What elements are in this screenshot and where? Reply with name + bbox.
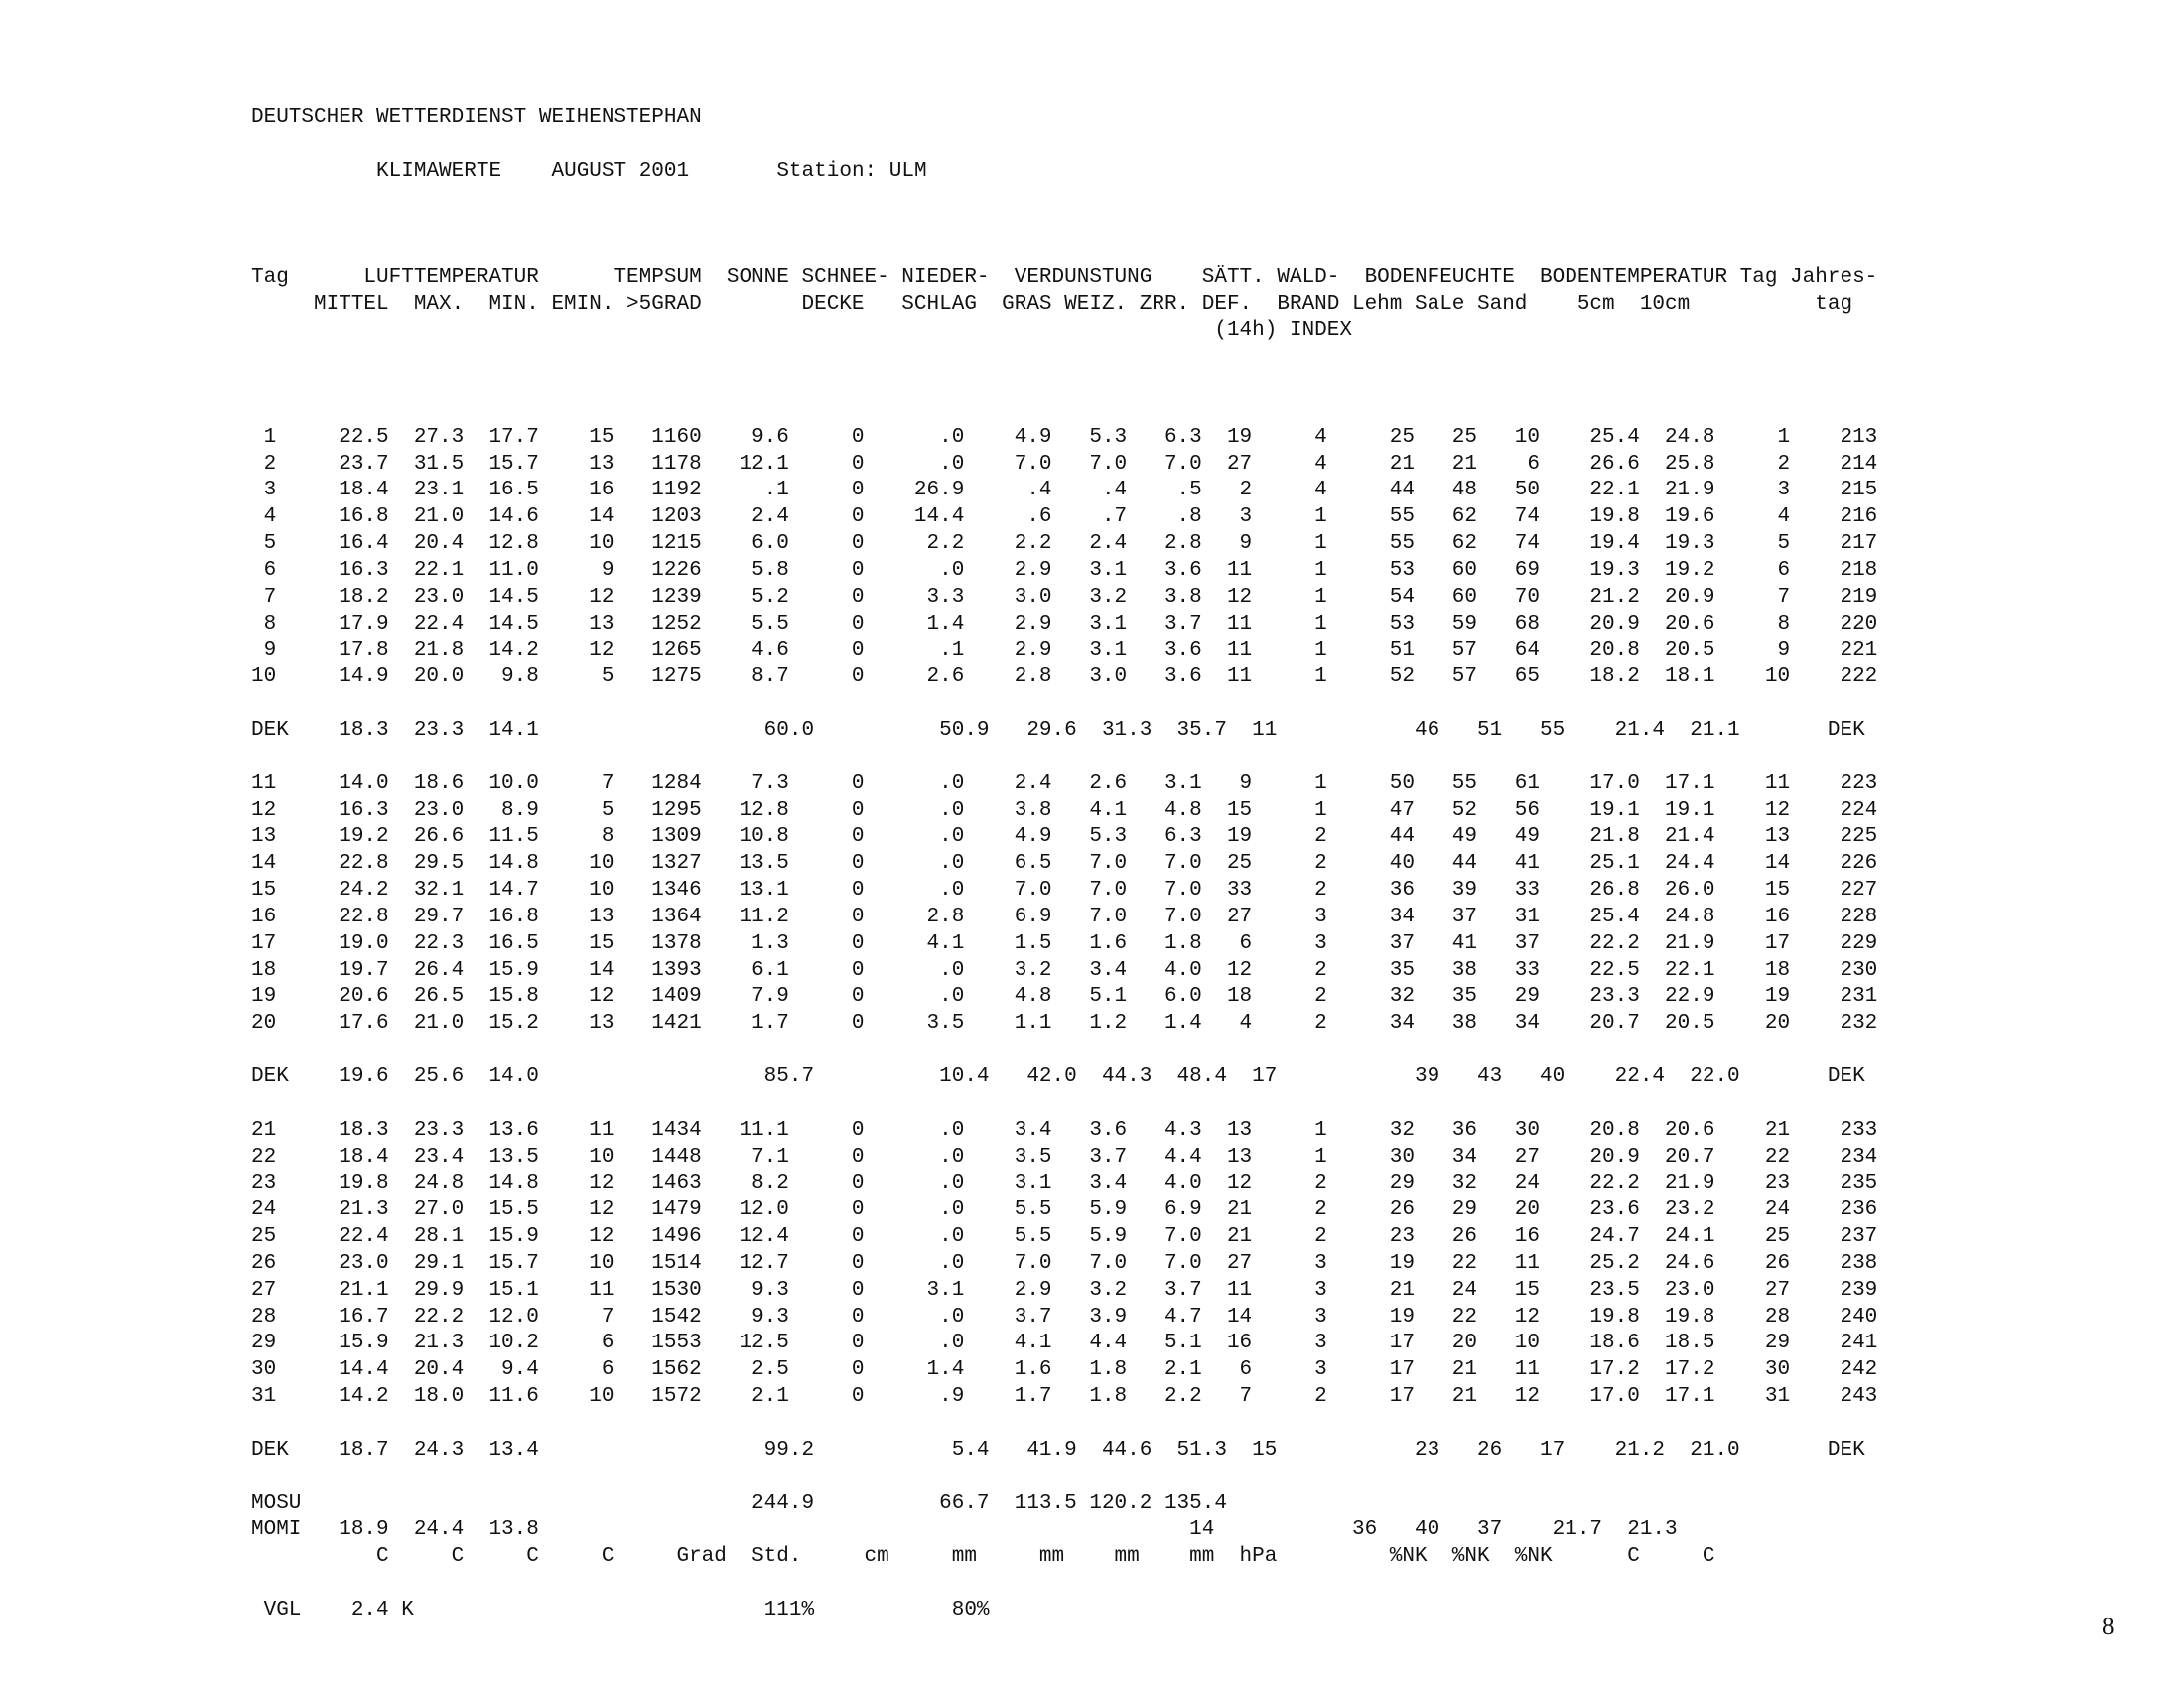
table-row — [251, 745, 1877, 772]
table-row — [251, 691, 1877, 718]
table-row: 19 20.6 26.5 15.8 12 1409 7.9 0 .0 4.8 5.1 6.0 18 2 32 35 29 23.3 22.9 19 231 — [251, 985, 1878, 1009]
table-header — [251, 265, 1877, 346]
table-row: DEK 18.3 23.3 14.1 60.0 50.9 29.6 31.3 35.7 11 46 51 55 21.4 21.1 DEK — [251, 719, 1865, 743]
table-row: 7 18.2 23.0 14.5 12 1239 5.2 0 3.3 3.0 3.2 3.8 12 1 54 60 70 21.2 20.9 7 219 — [251, 585, 1878, 609]
report-label: KLIMAWERTE — [376, 160, 502, 183]
table-row: 6 16.3 22.1 11.0 9 1226 5.8 0 .0 2.9 3.1 3.6 11 1 53 60 69 19.3 19.2 6 218 — [251, 558, 1878, 582]
table-header-line: Tag LUFTTEMPERATUR TEMPSUM SONNE SCHNEE- NIEDER- VERDUNSTUNG SÄTT. WALD- BODENFEUCHTE BODENTEMPERATUR Tag Jahres- — [251, 265, 1878, 289]
report-period: AUGUST 2001 — [551, 160, 690, 183]
table-row: 10 14.9 20.0 9.8 5 1275 8.7 0 2.6 2.8 3.0 3.6 11 1 52 57 65 18.2 18.1 10 222 — [251, 665, 1878, 689]
table-row: 5 16.4 20.4 12.8 10 1215 6.0 0 2.2 2.2 2.4 2.8 9 1 55 62 74 19.4 19.3 5 217 — [251, 532, 1878, 556]
climate-table — [251, 211, 1877, 1677]
table-row: 23 19.8 24.8 14.8 12 1463 8.2 0 .0 3.1 3.4 4.0 12 2 29 32 24 22.2 21.9 23 235 — [251, 1172, 1878, 1196]
table-row: 12 16.3 23.0 8.9 5 1295 12.8 0 .0 3.8 4.1 4.8 15 1 47 52 56 19.1 19.1 12 224 — [251, 798, 1878, 822]
table-row: 11 14.0 18.6 10.0 7 1284 7.3 0 .0 2.4 2.6 3.1 9 1 50 55 61 17.0 17.1 11 223 — [251, 772, 1878, 795]
table-row: C C C C Grad Std. cm mm mm mm mm hPa %NK %NK %NK C C — [251, 1545, 1715, 1569]
table-row: 27 21.1 29.9 15.1 11 1530 9.3 0 3.1 2.9 3.2 3.7 11 3 21 24 15 23.5 23.0 27 239 — [251, 1278, 1878, 1302]
table-row: 21 18.3 23.3 13.6 11 1434 11.1 0 .0 3.4 3.6 4.3 13 1 32 36 30 20.8 20.6 21 233 — [251, 1118, 1878, 1142]
table-row: 8 17.9 22.4 14.5 13 1252 5.5 0 1.4 2.9 3.1 3.7 11 1 53 59 68 20.9 20.6 8 220 — [251, 612, 1878, 635]
table-row: 3 18.4 23.1 16.5 16 1192 .1 0 26.9 .4 .4 .5 2 4 44 48 50 22.1 21.9 3 215 — [251, 479, 1878, 502]
table-row: 14 22.8 29.5 14.8 10 1327 13.5 0 .0 6.5 7.0 7.0 25 2 40 44 41 25.1 24.4 14 226 — [251, 852, 1878, 876]
table-row: 25 22.4 28.1 15.9 12 1496 12.4 0 .0 5.5 5.9 7.0 21 2 23 26 16 24.7 24.1 25 237 — [251, 1225, 1878, 1249]
table-row: 22 18.4 23.4 13.5 10 1448 7.1 0 .0 3.5 3.7 4.4 13 1 30 34 27 20.9 20.7 22 234 — [251, 1145, 1878, 1169]
table-row — [251, 398, 1877, 425]
table-row — [251, 1411, 1877, 1438]
table-row: 1 22.5 27.3 17.7 15 1160 9.6 0 .0 4.9 5.3 6.3 19 4 25 25 10 25.4 24.8 1 213 — [251, 425, 1878, 449]
table-body — [251, 398, 1877, 1624]
table-row: 16 22.8 29.7 16.8 13 1364 11.2 0 2.8 6.9 7.0 7.0 27 3 34 37 31 25.4 24.8 16 228 — [251, 905, 1878, 928]
table-row: 18 19.7 26.4 15.9 14 1393 6.1 0 .0 3.2 3.4 4.0 12 2 35 38 33 22.5 22.1 18 230 — [251, 958, 1878, 982]
table-header-line: (14h) INDEX — [251, 319, 1352, 343]
table-row: 30 14.4 20.4 9.4 6 1562 2.5 0 1.4 1.6 1.8 2.1 6 3 17 21 11 17.2 17.2 30 242 — [251, 1358, 1878, 1382]
table-row: DEK 18.7 24.3 13.4 99.2 5.4 41.9 44.6 51.3 15 23 26 17 21.2 21.0 DEK — [251, 1438, 1865, 1462]
table-row: 17 19.0 22.3 16.5 15 1378 1.3 0 4.1 1.5 1.6 1.8 6 3 37 41 37 22.2 21.9 17 229 — [251, 931, 1878, 955]
table-row: MOMI 18.9 24.4 13.8 14 36 40 37 21.7 21.3 — [251, 1518, 1678, 1542]
table-row: 2 23.7 31.5 15.7 13 1178 12.1 0 .0 7.0 7.0 7.0 27 4 21 21 6 26.6 25.8 2 214 — [251, 452, 1878, 476]
table-row: 24 21.3 27.0 15.5 12 1479 12.0 0 .0 5.5 5.9 6.9 21 2 26 29 20 23.6 23.2 24 236 — [251, 1198, 1878, 1222]
table-row — [251, 1465, 1877, 1491]
table-row: 20 17.6 21.0 15.2 13 1421 1.7 0 3.5 1.1 1.2 1.4 4 2 34 38 34 20.7 20.5 20 232 — [251, 1012, 1878, 1036]
table-row — [251, 1091, 1877, 1118]
page-number: 8 — [2102, 1614, 2115, 1640]
table-row — [251, 1038, 1877, 1064]
station-name: Station: ULM — [776, 160, 927, 183]
organization-name: DEUTSCHER WETTERDIENST WEIHENSTEPHAN — [251, 106, 702, 129]
table-row: 29 15.9 21.3 10.2 6 1553 12.5 0 .0 4.1 4.4 5.1 16 3 17 20 10 18.6 18.5 29 241 — [251, 1332, 1878, 1355]
table-row: 9 17.8 21.8 14.2 12 1265 4.6 0 .1 2.9 3.1 3.6 11 1 51 57 64 20.8 20.5 9 221 — [251, 638, 1878, 662]
table-row: 13 19.2 26.6 11.5 8 1309 10.8 0 .0 4.9 5.3 6.3 19 2 44 49 49 21.8 21.4 13 225 — [251, 825, 1878, 849]
table-row: 28 16.7 22.2 12.0 7 1542 9.3 0 .0 3.7 3.9 4.7 14 3 19 22 12 19.8 19.8 28 240 — [251, 1305, 1878, 1329]
table-row — [251, 1571, 1877, 1598]
table-header-line: MITTEL MAX. MIN. EMIN. >5GRAD DECKE SCHLAG GRAS WEIZ. ZRR. DEF. BRAND Lehm SaLe Sand 5cm 10cm tag — [251, 292, 1853, 316]
table-row: 26 23.0 29.1 15.7 10 1514 12.7 0 .0 7.0 7.0 7.0 27 3 19 22 11 25.2 24.6 26 238 — [251, 1251, 1878, 1275]
table-row: 31 14.2 18.0 11.6 10 1572 2.1 0 .9 1.7 1.8 2.2 7 2 17 21 12 17.0 17.1 31 243 — [251, 1385, 1878, 1409]
table-row: 15 24.2 32.1 14.7 10 1346 13.1 0 .0 7.0 7.0 7.0 33 2 36 39 33 26.8 26.0 15 227 — [251, 879, 1878, 903]
table-row: 4 16.8 21.0 14.6 14 1203 2.4 0 14.4 .6 .7 .8 3 1 55 62 74 19.8 19.6 4 216 — [251, 505, 1878, 529]
table-row: VGL 2.4 K 111% 80% — [251, 1598, 990, 1621]
report-title-line — [251, 159, 927, 185]
table-row: DEK 19.6 25.6 14.0 85.7 10.4 42.0 44.3 48.4 17 39 43 40 22.4 22.0 DEK — [251, 1065, 1865, 1088]
table-row: MOSU 244.9 66.7 113.5 120.2 135.4 — [251, 1491, 1227, 1515]
